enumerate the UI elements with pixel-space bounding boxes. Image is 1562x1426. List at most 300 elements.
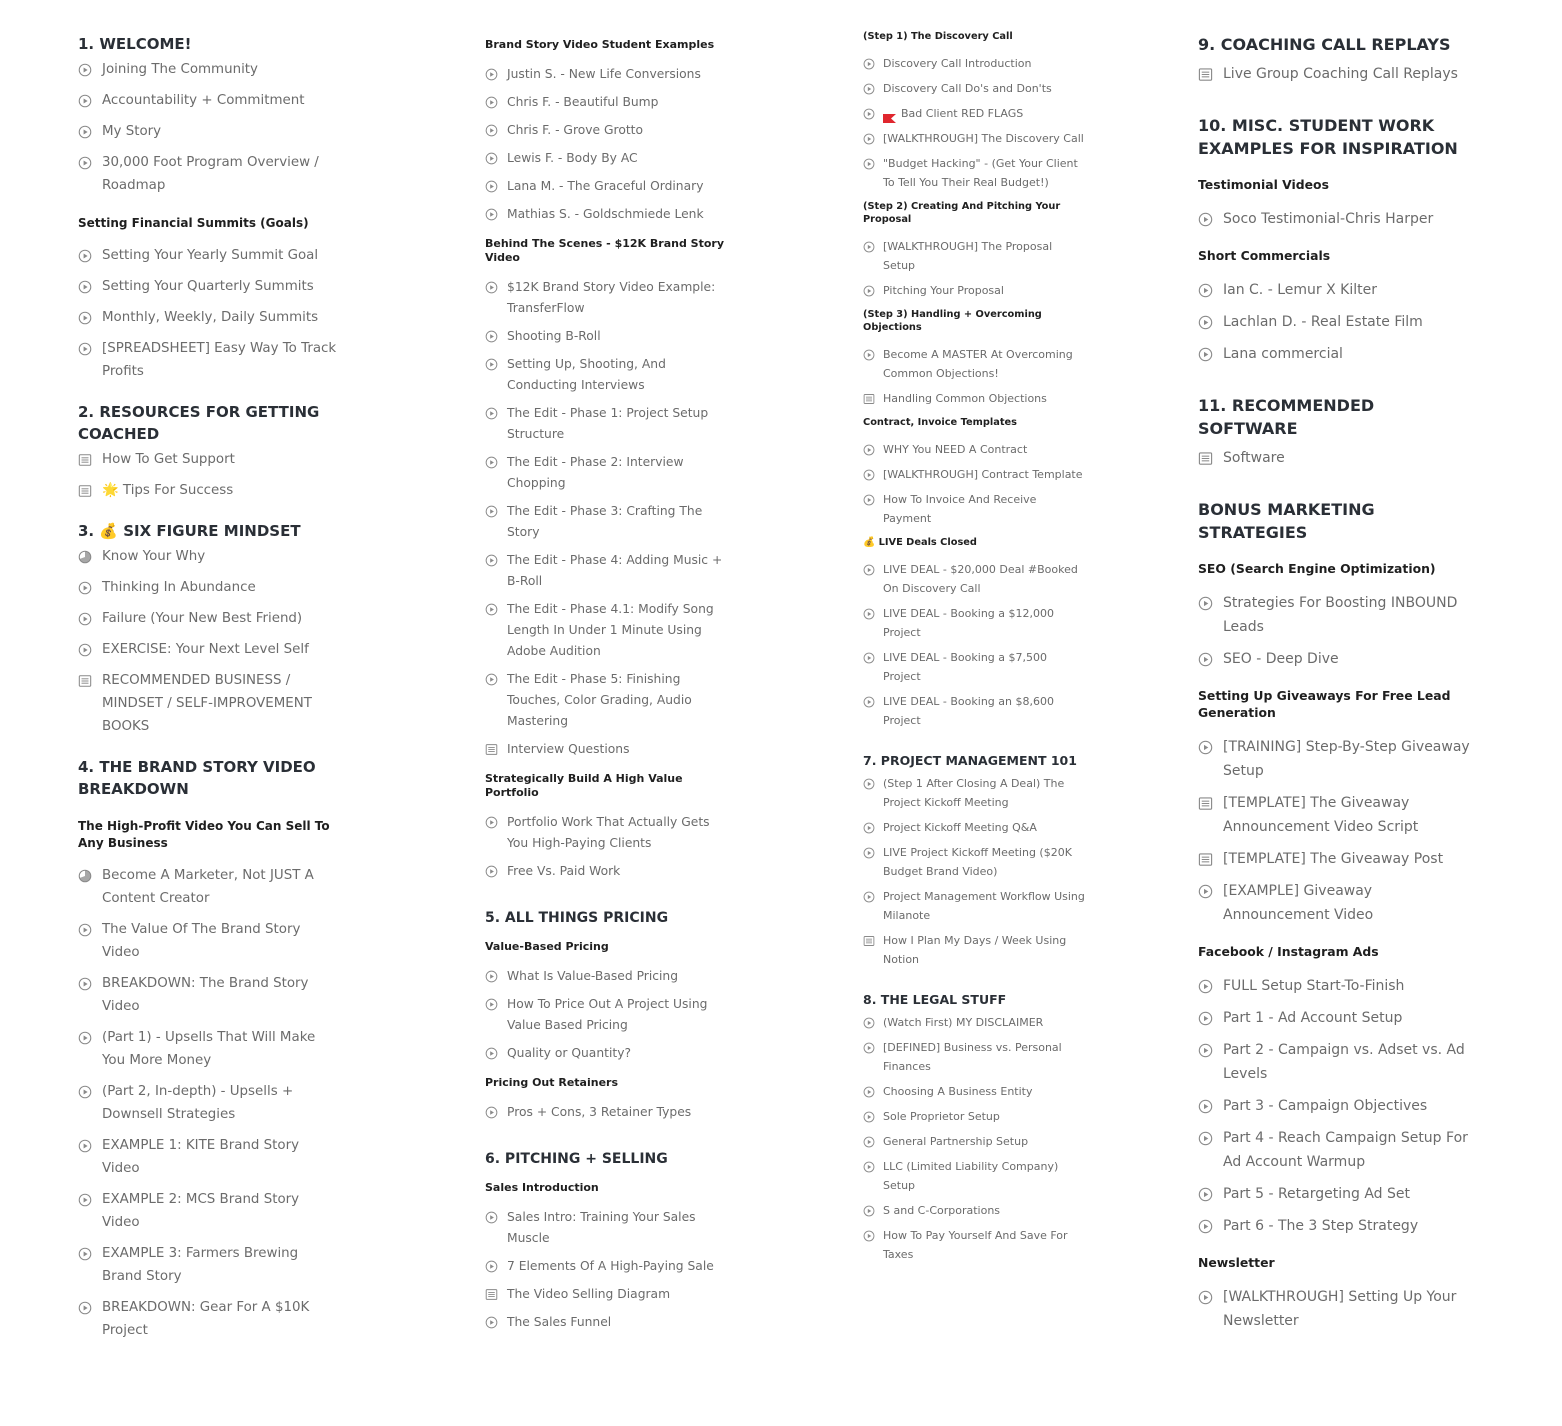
- play-circle-icon: [78, 1026, 92, 1049]
- lesson-label: Pros + Cons, 3 Retainer Types: [507, 1105, 692, 1119]
- play-circle-icon: [1198, 591, 1213, 615]
- lesson-label: EXAMPLE 2: MCS Brand Story Video: [102, 1192, 300, 1230]
- play-circle-icon: [485, 64, 498, 85]
- lesson-item-what-is-value-based-pricing[interactable]: [485, 966, 730, 987]
- lesson-item-discovery-call-introduction[interactable]: [863, 54, 1085, 73]
- lesson-label: LIVE DEAL - Booking a $7,500 Project: [883, 651, 1047, 683]
- module-title[interactable]: 2. RESOURCES FOR GETTING COACHED: [78, 403, 320, 443]
- lesson-label: How To Get Support: [102, 452, 235, 467]
- play-circle-icon: [485, 277, 498, 298]
- play-circle-icon: [863, 774, 875, 793]
- lesson-label: [883, 104, 1085, 123]
- lesson-item-portfolio-work-that-actually-gets-you-hi[interactable]: [485, 812, 730, 854]
- document-icon: [1198, 62, 1213, 86]
- lesson-label: (Part 1) - Upsells That Will Make You More Money: [102, 1030, 316, 1068]
- lesson-label: The Sales Funnel: [507, 1315, 612, 1329]
- course-module: [78, 33, 338, 383]
- lesson-label: Setting Up, Shooting, And Conducting Interviews: [507, 357, 666, 392]
- lesson-label: 🌟 Tips For Success: [102, 483, 234, 498]
- play-circle-icon: [485, 204, 498, 225]
- lesson-item-walkthrough-contract-template[interactable]: [863, 465, 1085, 484]
- document-icon: [485, 739, 498, 760]
- lesson-item-chris-f-grove-grotto[interactable]: [485, 120, 730, 141]
- lesson-item-lachlan-d-real-estate-film[interactable]: [1198, 310, 1478, 334]
- lesson-label: Monthly, Weekly, Daily Summits: [102, 310, 319, 325]
- lesson-item-the-edit-phase-4-1-modify-song-length-in[interactable]: [485, 599, 730, 662]
- play-circle-icon: [78, 1080, 92, 1103]
- lesson-item-llc-limited-liability-company-setup[interactable]: [863, 1157, 1085, 1195]
- course-module: [485, 908, 730, 1123]
- play-circle-icon: [863, 1157, 875, 1176]
- lesson-item-step-1-after-closing-a-deal-the-project-[interactable]: [863, 774, 1085, 812]
- lesson-item-setting-your-quarterly-summits[interactable]: [78, 275, 338, 298]
- lesson-item-quality-or-quantity[interactable]: [485, 1043, 730, 1064]
- lesson-item-shooting-b-roll[interactable]: [485, 326, 730, 347]
- play-circle-icon: [863, 648, 875, 667]
- lesson-item-tips-for-success[interactable]: [78, 479, 338, 502]
- lesson-item-mathias-s-goldschmiede-lenk[interactable]: [485, 204, 730, 225]
- lesson-label: [WALKTHROUGH] The Proposal Setup: [883, 240, 1053, 272]
- play-circle-icon: [485, 452, 498, 473]
- play-circle-icon: [863, 818, 875, 837]
- lesson-item-handling-common-objections[interactable]: [863, 389, 1085, 408]
- lesson-item-part-5-retargeting-ad-set[interactable]: [1198, 1182, 1478, 1206]
- play-circle-icon: [863, 237, 875, 256]
- lesson-item-the-edit-phase-2-interview-chopping[interactable]: [485, 452, 730, 494]
- lesson-item-live-group-coaching-call-replays[interactable]: [1198, 62, 1478, 86]
- play-circle-icon: [863, 1201, 875, 1220]
- lesson-item-walkthrough-the-discovery-call[interactable]: [863, 129, 1085, 148]
- lesson-label: FULL Setup Start-To-Finish: [1223, 978, 1405, 994]
- play-circle-icon: [485, 1312, 498, 1333]
- lesson-label: Setting Your Yearly Summit Goal: [102, 248, 319, 263]
- lesson-label: [TEMPLATE] The Giveaway Post: [1223, 851, 1444, 867]
- course-module: [485, 1149, 730, 1333]
- lesson-item-template-the-giveaway-post[interactable]: [1198, 847, 1478, 871]
- lesson-label: $12K Brand Story Video Example: TransferFlow: [507, 280, 716, 315]
- play-circle-icon: [863, 692, 875, 711]
- lesson-item-part-2-in-depth-upsells-downsell-strateg[interactable]: [78, 1080, 338, 1126]
- lesson-label: SEO - Deep Dive: [1223, 651, 1339, 667]
- lesson-item-30-000-foot-program-overview-roadmap[interactable]: [78, 151, 338, 197]
- lesson-item-example-2-mcs-brand-story-video[interactable]: [78, 1188, 338, 1234]
- lesson-label: Strategies For Boosting INBOUND Leads: [1223, 595, 1458, 635]
- lesson-label: LLC (Limited Liability Company) Setup: [883, 1160, 1059, 1192]
- section-title: Testimonial Videos: [1198, 177, 1329, 192]
- lesson-label: LIVE DEAL - $20,000 Deal #Booked On Discovery Call: [883, 563, 1078, 595]
- lesson-label: S and C-Corporations: [883, 1204, 1001, 1217]
- module-title[interactable]: 5. ALL THINGS PRICING: [485, 910, 669, 926]
- lesson-item-strategies-for-boosting-inbound-leads[interactable]: [1198, 591, 1478, 639]
- lesson-item-the-sales-funnel[interactable]: [485, 1312, 730, 1333]
- lesson-label: Interview Questions: [507, 742, 630, 756]
- play-circle-icon: [485, 1043, 498, 1064]
- module-title[interactable]: 9. COACHING CALL REPLAYS: [1198, 35, 1451, 54]
- document-icon: [78, 448, 92, 471]
- document-icon: [863, 931, 875, 950]
- progress-circle-icon: [78, 545, 92, 568]
- play-circle-icon: [485, 599, 498, 620]
- play-circle-icon: [78, 607, 92, 630]
- lesson-item-walkthrough-setting-up-your-newsletter[interactable]: [1198, 1285, 1478, 1333]
- lesson-item-pitching-your-proposal[interactable]: [863, 281, 1085, 300]
- play-circle-icon: [485, 501, 498, 522]
- lesson-label: Chris F. - Grove Grotto: [507, 123, 644, 137]
- lesson-label: General Partnership Setup: [883, 1135, 1029, 1148]
- document-icon: [78, 669, 92, 692]
- lesson-item-free-vs-paid-work[interactable]: [485, 861, 730, 882]
- lesson-item-the-edit-phase-5-finishing-touches-color[interactable]: [485, 669, 730, 732]
- lesson-item-joining-the-community[interactable]: [78, 58, 338, 81]
- play-circle-icon: [78, 275, 92, 298]
- lesson-item-how-to-price-out-a-project-using-value-b[interactable]: [485, 994, 730, 1036]
- lesson-item-live-deal-booking-an-8-600-project[interactable]: [863, 692, 1085, 730]
- lesson-item-general-partnership-setup[interactable]: [863, 1132, 1085, 1151]
- play-circle-icon: [485, 1102, 498, 1123]
- play-circle-icon: [1198, 1182, 1213, 1206]
- document-icon: [1198, 446, 1213, 470]
- module-title[interactable]: 6. PITCHING + SELLING: [485, 1151, 668, 1167]
- lesson-label: LIVE DEAL - Booking an $8,600 Project: [883, 695, 1054, 727]
- lesson-label: Lewis F. - Body By AC: [507, 151, 638, 165]
- lesson-item-chris-f-beautiful-bump[interactable]: [485, 92, 730, 113]
- lesson-item-pros-cons-3-retainer-types[interactable]: [485, 1102, 730, 1123]
- lesson-item-part-3-campaign-objectives[interactable]: [1198, 1094, 1478, 1118]
- play-circle-icon: [78, 918, 92, 941]
- play-circle-icon: [485, 148, 498, 169]
- lesson-label: Lana M. - The Graceful Ordinary: [507, 179, 704, 193]
- lesson-item-become-a-marketer-not-just-a-content-cre[interactable]: [78, 864, 338, 910]
- section-title: Brand Story Video Student Examples: [485, 38, 715, 51]
- lesson-item-project-management-workflow-using-milano[interactable]: [863, 887, 1085, 925]
- lesson-item-lewis-f-body-by-ac[interactable]: [485, 148, 730, 169]
- course-module: [863, 30, 1085, 730]
- lesson-item-bad-client-red-flags[interactable]: [863, 104, 1085, 123]
- module-title[interactable]: 4. THE BRAND STORY VIDEO BREAKDOWN: [78, 758, 316, 798]
- lesson-item-part-2-campaign-vs-adset-vs-ad-levels[interactable]: [1198, 1038, 1478, 1086]
- lesson-label: Discovery Call Introduction: [883, 57, 1032, 70]
- lesson-item-defined-business-vs-personal-finances[interactable]: [863, 1038, 1085, 1076]
- lesson-item-spreadsheet-easy-way-to-track-profits[interactable]: [78, 337, 338, 383]
- lesson-item-live-deal-booking-a-12-000-project[interactable]: [863, 604, 1085, 642]
- module-title[interactable]: 10. MISC. STUDENT WORK EXAMPLES FOR INSPIRATION: [1198, 116, 1458, 158]
- lesson-label: (Part 2, In-depth) - Upsells + Downsell Strategies: [102, 1084, 294, 1122]
- play-circle-icon: [1198, 974, 1213, 998]
- play-circle-icon: [863, 465, 875, 484]
- play-circle-icon: [485, 92, 498, 113]
- lesson-label-text: Bad Client RED FLAGS: [901, 107, 1024, 120]
- play-circle-icon: [78, 58, 92, 81]
- lesson-item-lana-m-the-graceful-ordinary[interactable]: [485, 176, 730, 197]
- lesson-label: The Edit - Phase 4.1: Modify Song Length In Under 1 Minute Using Adobe Audition: [507, 602, 714, 658]
- lesson-label: Become A Marketer, Not JUST A Content Creator: [102, 868, 314, 906]
- lesson-item-walkthrough-the-proposal-setup[interactable]: [863, 237, 1085, 275]
- play-circle-icon: [485, 994, 498, 1015]
- lesson-item-full-setup-start-to-finish[interactable]: [1198, 974, 1478, 998]
- lesson-item-breakdown-gear-for-a-10k-project[interactable]: [78, 1296, 338, 1342]
- lesson-item-project-kickoff-meeting-q-a[interactable]: [863, 818, 1085, 837]
- lesson-item-ian-c-lemur-x-kilter[interactable]: [1198, 278, 1478, 302]
- play-circle-icon: [485, 966, 498, 987]
- lesson-item-software[interactable]: [1198, 446, 1478, 470]
- lesson-item-how-to-get-support[interactable]: [78, 448, 338, 471]
- lesson-item-the-video-selling-diagram[interactable]: [485, 1284, 730, 1305]
- lesson-label: Soco Testimonial-Chris Harper: [1223, 211, 1434, 227]
- lesson-item-why-you-need-a-contract[interactable]: [863, 440, 1085, 459]
- lesson-item-watch-first-my-disclaimer[interactable]: [863, 1013, 1085, 1032]
- section-title: Contract, Invoice Templates: [863, 417, 1017, 428]
- section-title: (Step 1) The Discovery Call: [863, 31, 1013, 42]
- lesson-item-discovery-call-do-s-and-don-ts[interactable]: [863, 79, 1085, 98]
- course-module: [1198, 394, 1478, 470]
- lesson-label: Accountability + Commitment: [102, 93, 305, 108]
- lesson-label: Become A MASTER At Overcoming Common Objections!: [883, 348, 1073, 380]
- course-module: [78, 401, 338, 502]
- play-circle-icon: [1198, 647, 1213, 671]
- lesson-item-setting-up-shooting-and-conducting-inter[interactable]: [485, 354, 730, 396]
- lesson-item-soco-testimonial-chris-harper[interactable]: [1198, 207, 1478, 231]
- lesson-label: How To Pay Yourself And Save For Taxes: [883, 1229, 1068, 1261]
- lesson-label: What Is Value-Based Pricing: [507, 969, 679, 983]
- play-circle-icon: [1198, 1038, 1213, 1062]
- module-title[interactable]: 3. 💰 SIX FIGURE MINDSET: [78, 522, 301, 540]
- lesson-item-training-step-by-step-giveaway-setup[interactable]: [1198, 735, 1478, 783]
- lesson-item-live-deal-20-000-deal-booked-on-discover[interactable]: [863, 560, 1085, 598]
- play-circle-icon: [78, 151, 92, 174]
- lesson-label: WHY You NEED A Contract: [883, 443, 1028, 456]
- lesson-item-choosing-a-business-entity[interactable]: [863, 1082, 1085, 1101]
- lesson-label: Joining The Community: [102, 62, 258, 77]
- document-icon: [485, 1284, 498, 1305]
- lesson-item-sales-intro-training-your-sales-muscle[interactable]: [485, 1207, 730, 1249]
- section-title: Sales Introduction: [485, 1181, 599, 1194]
- play-circle-icon: [485, 176, 498, 197]
- lesson-item-the-edit-phase-3-crafting-the-story[interactable]: [485, 501, 730, 543]
- lesson-label: The Edit - Phase 2: Interview Chopping: [507, 455, 684, 490]
- lesson-label: "Budget Hacking" - (Get Your Client To Tell You Their Real Budget!): [883, 157, 1078, 189]
- play-circle-icon: [1198, 1094, 1213, 1118]
- lesson-item-part-1-upsells-that-will-make-you-more-m[interactable]: [78, 1026, 338, 1072]
- lesson-item-how-i-plan-my-days-week-using-notion[interactable]: [863, 931, 1085, 969]
- lesson-item-budget-hacking-get-your-client-to-tell-y[interactable]: [863, 154, 1085, 192]
- play-circle-icon: [863, 490, 875, 509]
- play-circle-icon: [485, 669, 498, 690]
- lesson-label: (Step 1 After Closing A Deal) The Project Kickoff Meeting: [883, 777, 1065, 809]
- lesson-label: Part 5 - Retargeting Ad Set: [1223, 1186, 1410, 1202]
- lesson-label: The Edit - Phase 3: Crafting The Story: [507, 504, 703, 539]
- lesson-item-lana-commercial[interactable]: [1198, 342, 1478, 366]
- lesson-label: Project Management Workflow Using Milanote: [883, 890, 1085, 922]
- lesson-item-s-and-c-corporations[interactable]: [863, 1201, 1085, 1220]
- lesson-item-failure-your-new-best-friend[interactable]: [78, 607, 338, 630]
- section-title: (Step 2) Creating And Pitching Your Proposal: [863, 201, 1061, 225]
- lesson-item-monthly-weekly-daily-summits[interactable]: [78, 306, 338, 329]
- progress-circle-icon: [78, 864, 92, 887]
- lesson-label: EXAMPLE 3: Farmers Brewing Brand Story: [102, 1246, 299, 1284]
- lesson-label: My Story: [102, 124, 162, 139]
- lesson-label: The Video Selling Diagram: [507, 1287, 671, 1301]
- lesson-item-breakdown-the-brand-story-video[interactable]: [78, 972, 338, 1018]
- section-title: (Step 3) Handling + Overcoming Objections: [863, 309, 1042, 333]
- lesson-item-justin-s-new-life-conversions[interactable]: [485, 64, 730, 85]
- lesson-label: BREAKDOWN: The Brand Story Video: [102, 976, 309, 1014]
- red-flag-icon: [883, 110, 896, 119]
- lesson-item-become-a-master-at-overcoming-common-obj[interactable]: [863, 345, 1085, 383]
- lesson-label: Setting Your Quarterly Summits: [102, 279, 314, 294]
- play-circle-icon: [485, 120, 498, 141]
- lesson-label: BREAKDOWN: Gear For A $10K Project: [102, 1300, 310, 1338]
- lesson-item-12k-brand-story-video-example-transferfl[interactable]: [485, 277, 730, 319]
- play-circle-icon: [78, 120, 92, 143]
- lesson-label: Quality or Quantity?: [507, 1046, 632, 1060]
- play-circle-icon: [485, 812, 498, 833]
- play-circle-icon: [78, 638, 92, 661]
- module-title[interactable]: 7. PROJECT MANAGEMENT 101: [863, 753, 1077, 768]
- play-circle-icon: [863, 104, 875, 123]
- document-icon: [78, 479, 92, 502]
- section-title: Behind The Scenes - $12K Brand Story Video: [485, 237, 724, 264]
- lesson-item-example-1-kite-brand-story-video[interactable]: [78, 1134, 338, 1180]
- lesson-item-part-6-the-3-step-strategy[interactable]: [1198, 1214, 1478, 1238]
- lesson-label: Part 3 - Campaign Objectives: [1223, 1098, 1428, 1114]
- lesson-item-interview-questions[interactable]: [485, 739, 730, 760]
- course-column-3: [863, 30, 1085, 1270]
- play-circle-icon: [78, 1242, 92, 1265]
- lesson-item-how-to-pay-yourself-and-save-for-taxes[interactable]: [863, 1226, 1085, 1264]
- play-circle-icon: [78, 1134, 92, 1157]
- lesson-label: Part 6 - The 3 Step Strategy: [1223, 1218, 1419, 1234]
- lesson-label: Software: [1223, 450, 1285, 466]
- play-circle-icon: [485, 861, 498, 882]
- section-title: Strategically Build A High Value Portfolio: [485, 772, 683, 799]
- lesson-item-setting-your-yearly-summit-goal[interactable]: [78, 244, 338, 267]
- section-title: Setting Up Giveaways For Free Lead Generation: [1198, 688, 1451, 720]
- lesson-label: Part 4 - Reach Campaign Setup For Ad Account Warmup: [1223, 1130, 1468, 1170]
- lesson-item-how-to-invoice-and-receive-payment[interactable]: [863, 490, 1085, 528]
- play-circle-icon: [485, 550, 498, 571]
- lesson-label: The Edit - Phase 5: Finishing Touches, Color Grading, Audio Mastering: [507, 672, 692, 728]
- lesson-label: Lana commercial: [1223, 346, 1343, 362]
- course-module: [78, 756, 338, 1342]
- module-title[interactable]: 8. THE LEGAL STUFF: [863, 992, 1007, 1007]
- play-circle-icon: [78, 972, 92, 995]
- play-circle-icon: [863, 560, 875, 579]
- lesson-item-part-4-reach-campaign-setup-for-ad-accou[interactable]: [1198, 1126, 1478, 1174]
- play-circle-icon: [863, 345, 875, 364]
- play-circle-icon: [863, 154, 875, 173]
- play-circle-icon: [78, 244, 92, 267]
- section-title: SEO (Search Engine Optimization): [1198, 561, 1436, 576]
- lesson-label: Sole Proprietor Setup: [883, 1110, 1000, 1123]
- play-circle-icon: [485, 1207, 498, 1228]
- play-circle-icon: [1198, 735, 1213, 759]
- play-circle-icon: [1198, 1214, 1213, 1238]
- play-circle-icon: [78, 1296, 92, 1319]
- play-circle-icon: [485, 403, 498, 424]
- lesson-label: Ian C. - Lemur X Kilter: [1223, 282, 1377, 298]
- play-circle-icon: [863, 54, 875, 73]
- lesson-label: Part 2 - Campaign vs. Adset vs. Ad Levels: [1223, 1042, 1465, 1082]
- document-icon: [863, 389, 875, 408]
- section-title: Pricing Out Retainers: [485, 1076, 618, 1089]
- play-circle-icon: [485, 354, 498, 375]
- lesson-item-the-edit-phase-4-adding-music-b-roll[interactable]: [485, 550, 730, 592]
- section-title: The High-Profit Video You Can Sell To Any Business: [78, 819, 330, 850]
- section-title: Value-Based Pricing: [485, 940, 609, 953]
- play-circle-icon: [863, 79, 875, 98]
- play-circle-icon: [863, 843, 875, 862]
- lesson-label: How To Price Out A Project Using Value Based Pricing: [507, 997, 708, 1032]
- lesson-item-7-elements-of-a-high-paying-sale[interactable]: [485, 1256, 730, 1277]
- course-module: [1198, 498, 1478, 1333]
- play-circle-icon: [78, 337, 92, 360]
- lesson-item-know-your-why[interactable]: [78, 545, 338, 568]
- lesson-label: Chris F. - Beautiful Bump: [507, 95, 659, 109]
- lesson-item-live-project-kickoff-meeting-20k-budget-[interactable]: [863, 843, 1085, 881]
- lesson-label: RECOMMENDED BUSINESS / MINDSET / SELF-IMPROVEMENT BOOKS: [102, 673, 312, 734]
- lesson-label: Thinking In Abundance: [102, 580, 256, 595]
- play-circle-icon: [1198, 1126, 1213, 1150]
- play-circle-icon: [78, 576, 92, 599]
- play-circle-icon: [863, 887, 875, 906]
- lesson-label: [TRAINING] Step-By-Step Giveaway Setup: [1223, 739, 1470, 779]
- play-circle-icon: [1198, 278, 1213, 302]
- module-title[interactable]: 11. RECOMMENDED SOFTWARE: [1198, 396, 1375, 438]
- lesson-item-seo-deep-dive[interactable]: [1198, 647, 1478, 671]
- lesson-item-the-value-of-the-brand-story-video[interactable]: [78, 918, 338, 964]
- section-title: Facebook / Instagram Ads: [1198, 944, 1379, 959]
- play-circle-icon: [78, 1188, 92, 1211]
- play-circle-icon: [78, 89, 92, 112]
- lesson-label: Handling Common Objections: [883, 392, 1047, 405]
- document-icon: [1198, 847, 1213, 871]
- document-icon: [1198, 791, 1213, 815]
- course-module: [1198, 33, 1478, 86]
- lesson-item-part-1-ad-account-setup[interactable]: [1198, 1006, 1478, 1030]
- lesson-item-exercise-your-next-level-self[interactable]: [78, 638, 338, 661]
- section-title: Setting Financial Summits (Goals): [78, 216, 309, 230]
- module-title[interactable]: BONUS MARKETING STRATEGIES: [1198, 500, 1375, 542]
- course-column-1: [78, 33, 338, 1350]
- play-circle-icon: [863, 1082, 875, 1101]
- lesson-item-template-the-giveaway-announcement-video[interactable]: [1198, 791, 1478, 839]
- lesson-label: Mathias S. - Goldschmiede Lenk: [507, 207, 704, 221]
- lesson-label: (Watch First) MY DISCLAIMER: [883, 1016, 1044, 1029]
- lesson-item-the-edit-phase-1-project-setup-structure[interactable]: [485, 403, 730, 445]
- section-title: Short Commercials: [1198, 248, 1331, 263]
- lesson-label: [DEFINED] Business vs. Personal Finances: [883, 1041, 1062, 1073]
- play-circle-icon: [485, 1256, 498, 1277]
- module-title[interactable]: 1. WELCOME!: [78, 35, 192, 53]
- lesson-item-my-story[interactable]: [78, 120, 338, 143]
- lesson-item-sole-proprietor-setup[interactable]: [863, 1107, 1085, 1126]
- lesson-item-thinking-in-abundance[interactable]: [78, 576, 338, 599]
- lesson-item-live-deal-booking-a-7-500-project[interactable]: [863, 648, 1085, 686]
- lesson-label: Portfolio Work That Actually Gets You High-Paying Clients: [507, 815, 710, 850]
- play-circle-icon: [863, 129, 875, 148]
- lesson-item-example-3-farmers-brewing-brand-story[interactable]: [78, 1242, 338, 1288]
- lesson-item-example-giveaway-announcement-video[interactable]: [1198, 879, 1478, 927]
- lesson-item-recommended-business-mindset-self-improv[interactable]: [78, 669, 338, 738]
- play-circle-icon: [1198, 879, 1213, 903]
- course-module: [485, 38, 730, 882]
- play-circle-icon: [1198, 207, 1213, 231]
- lesson-item-accountability-commitment[interactable]: [78, 89, 338, 112]
- lesson-label: Free Vs. Paid Work: [507, 864, 621, 878]
- lesson-label: Know Your Why: [102, 549, 206, 564]
- lesson-label: [WALKTHROUGH] Contract Template: [883, 468, 1083, 481]
- lesson-label: [SPREADSHEET] Easy Way To Track Profits: [102, 341, 337, 379]
